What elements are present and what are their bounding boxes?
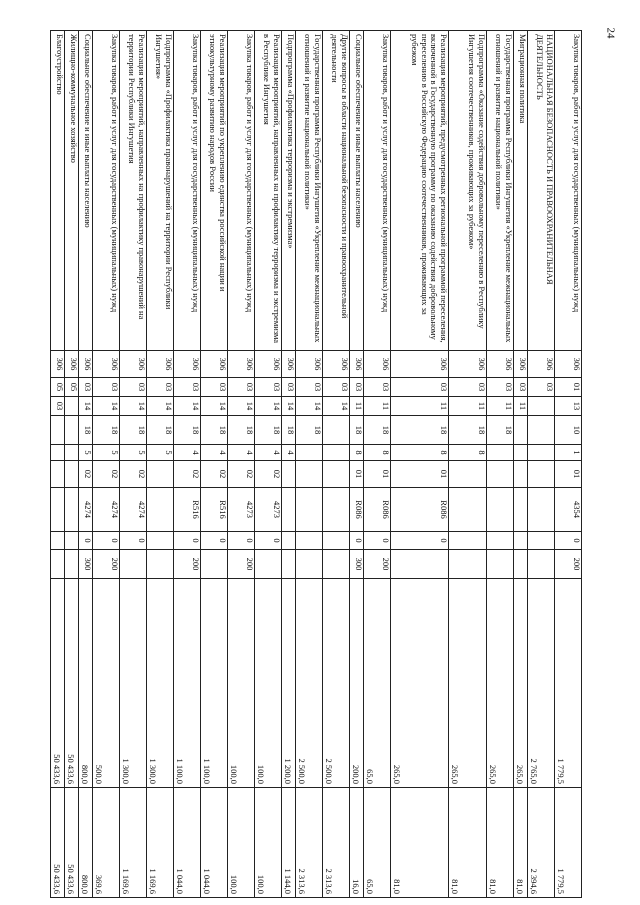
table-row	[350, 31, 364, 898]
section-code: 03	[255, 378, 282, 397]
program-code: 18	[282, 416, 296, 445]
program-code: 18	[350, 416, 364, 445]
subprogram-code: 4	[228, 445, 255, 461]
section-code: 03	[201, 378, 228, 397]
table-row	[147, 31, 174, 898]
row-name: Закупка товаров, работ и услуг для государственных (муниципальных) нужд	[174, 31, 201, 351]
executed-amount: 100,0	[228, 788, 255, 898]
executed-amount: 2 394,6	[528, 788, 555, 898]
subsection-code: 03	[51, 397, 65, 416]
subprogram-code: 4	[282, 445, 296, 461]
admin-code: 306	[93, 351, 120, 378]
executed-amount: 81,0	[514, 788, 528, 898]
activity-code	[65, 461, 79, 488]
direction-code: R086	[350, 488, 364, 532]
planned-amount: 100,0	[228, 579, 255, 788]
page-number: 24	[604, 27, 617, 39]
executed-amount: 2 313,6	[296, 788, 323, 898]
section-code: 03	[449, 378, 487, 397]
activity-code	[147, 461, 174, 488]
activity-code	[487, 461, 514, 488]
row-name: Закупка товаров, работ и услуг для государственных (муниципальных) нужд	[364, 31, 391, 351]
activity-code	[296, 461, 323, 488]
subsection-code: 11	[364, 397, 391, 416]
expense-type-code	[296, 550, 323, 579]
direction-suffix: 0	[555, 532, 582, 550]
section-code: 03	[391, 378, 449, 397]
expense-type-code: 200	[174, 550, 201, 579]
activity-code	[514, 461, 528, 488]
planned-amount: 1 300,0	[120, 579, 147, 788]
table-row	[391, 31, 449, 898]
direction-suffix	[282, 532, 296, 550]
expense-type-code	[51, 550, 65, 579]
activity-code: 01	[350, 461, 364, 488]
planned-amount: 200,0	[350, 579, 364, 788]
section-code: 03	[93, 378, 120, 397]
activity-code	[323, 461, 350, 488]
direction-code	[487, 488, 514, 532]
direction-code	[449, 488, 487, 532]
activity-code	[51, 461, 65, 488]
row-name: Государственная программа Республики Ингушетия «Укрепление межнациональных отношений и развитие национальной политики»	[487, 31, 514, 351]
subprogram-code	[487, 445, 514, 461]
executed-amount: 800,0	[79, 788, 93, 898]
row-name: НАЦИОНАЛЬНАЯ БЕЗОПАСНОСТЬ И ПРАВООХРАНИТЕЛЬНАЯ ДЕЯТЕЛЬНОСТЬ	[528, 31, 555, 351]
admin-code: 306	[514, 351, 528, 378]
subprogram-code	[528, 445, 555, 461]
activity-code: 02	[201, 461, 228, 488]
admin-code: 306	[120, 351, 147, 378]
activity-code	[449, 461, 487, 488]
row-name: Закупка товаров, работ и услуг для государственных (муниципальных) нужд	[555, 31, 582, 351]
table-row	[296, 31, 323, 898]
table-row	[93, 31, 120, 898]
program-code: 10	[555, 416, 582, 445]
admin-code: 306	[350, 351, 364, 378]
subprogram-code: 8	[391, 445, 449, 461]
table-row	[201, 31, 228, 898]
executed-amount: 50 433,6	[65, 788, 79, 898]
expense-type-code: 200	[364, 550, 391, 579]
subsection-code: 11	[514, 397, 528, 416]
activity-code: 02	[255, 461, 282, 488]
subprogram-code: 5	[93, 445, 120, 461]
executed-amount: 1 044,0	[201, 788, 228, 898]
direction-code: 4273	[228, 488, 255, 532]
program-code	[323, 416, 350, 445]
admin-code: 306	[555, 351, 582, 378]
direction-code: 4273	[255, 488, 282, 532]
executed-amount: 65,0	[364, 788, 391, 898]
executed-amount: 100,0	[255, 788, 282, 898]
subprogram-code	[65, 445, 79, 461]
subsection-code: 11	[449, 397, 487, 416]
activity-code: 02	[79, 461, 93, 488]
executed-amount: 81,0	[487, 788, 514, 898]
direction-suffix	[323, 532, 350, 550]
executed-amount: 1 169,6	[120, 788, 147, 898]
admin-code: 306	[147, 351, 174, 378]
expense-type-code	[65, 550, 79, 579]
planned-amount: 2 765,0	[528, 579, 555, 788]
program-code: 18	[364, 416, 391, 445]
row-name: Реализация мероприятий, предусмотренных региональной программой переселения, включенной в Государственную программу по оказанию содействия добровольному переселению в Российскую Федерацию соотечественников, проживающих за рубежом	[391, 31, 449, 351]
program-code	[65, 416, 79, 445]
planned-amount: 50 433,6	[65, 579, 79, 788]
program-code: 18	[79, 416, 93, 445]
admin-code: 306	[228, 351, 255, 378]
expense-type-code	[282, 550, 296, 579]
expense-type-code	[201, 550, 228, 579]
admin-code: 306	[449, 351, 487, 378]
planned-amount: 65,0	[364, 579, 391, 788]
row-name: Закупка товаров, работ и услуг для государственных (муниципальных) нужд	[228, 31, 255, 351]
row-name: Благоустройство	[51, 31, 65, 351]
subprogram-code	[514, 445, 528, 461]
admin-code: 306	[391, 351, 449, 378]
direction-code	[323, 488, 350, 532]
section-code: 03	[323, 378, 350, 397]
subprogram-code: 5	[79, 445, 93, 461]
admin-code: 306	[528, 351, 555, 378]
expense-type-code: 300	[350, 550, 364, 579]
planned-amount: 50 433,6	[51, 579, 65, 788]
planned-amount: 1 200,0	[282, 579, 296, 788]
program-code: 18	[93, 416, 120, 445]
executed-amount: 1 779,5	[555, 788, 582, 898]
expense-type-code: 200	[228, 550, 255, 579]
admin-code: 306	[65, 351, 79, 378]
subprogram-code: 4	[201, 445, 228, 461]
expense-type-code	[449, 550, 487, 579]
row-name: Закупка товаров, работ и услуг для государственных (муниципальных) нужд	[93, 31, 120, 351]
executed-amount: 16,0	[350, 788, 364, 898]
direction-suffix	[449, 532, 487, 550]
expense-type-code	[255, 550, 282, 579]
table-row	[228, 31, 255, 898]
planned-amount: 800,0	[79, 579, 93, 788]
table-row	[528, 31, 555, 898]
admin-code: 306	[79, 351, 93, 378]
activity-code: 02	[93, 461, 120, 488]
planned-amount: 100,0	[255, 579, 282, 788]
subsection-code: 14	[174, 397, 201, 416]
row-name: Реализация мероприятий, направленных на профилактику правонарушений на территории Республики Ингушетия	[120, 31, 147, 351]
section-code: 03	[514, 378, 528, 397]
executed-amount: 1 169,6	[147, 788, 174, 898]
expense-type-code	[391, 550, 449, 579]
program-code: 18	[120, 416, 147, 445]
activity-code: 02	[228, 461, 255, 488]
direction-code	[65, 488, 79, 532]
table-row	[174, 31, 201, 898]
subprogram-code	[323, 445, 350, 461]
table-row	[555, 31, 582, 898]
activity-code: 02	[174, 461, 201, 488]
program-code: 18	[147, 416, 174, 445]
program-code: 18	[255, 416, 282, 445]
table-row	[255, 31, 282, 898]
subsection-code: 14	[79, 397, 93, 416]
program-code	[514, 416, 528, 445]
expense-type-code: 200	[93, 550, 120, 579]
subsection-code	[528, 397, 555, 416]
expense-type-code	[147, 550, 174, 579]
row-name: Государственная программа Республики Ингушетия «Укрепление межнациональных отношений и развитие национальной политики»	[296, 31, 323, 351]
planned-amount: 265,0	[487, 579, 514, 788]
activity-code: 01	[364, 461, 391, 488]
table-row	[323, 31, 350, 898]
program-code	[51, 416, 65, 445]
subsection-code: 13	[555, 397, 582, 416]
section-code: 03	[282, 378, 296, 397]
direction-suffix: 0	[120, 532, 147, 550]
admin-code: 306	[51, 351, 65, 378]
planned-amount: 500,0	[93, 579, 120, 788]
admin-code: 306	[174, 351, 201, 378]
subprogram-code	[51, 445, 65, 461]
direction-suffix	[487, 532, 514, 550]
rotated-page-area	[51, 30, 582, 894]
direction-suffix: 0	[255, 532, 282, 550]
row-name: Подпрограмма «Профилактика терроризма и экстремизма»	[282, 31, 296, 351]
direction-suffix	[147, 532, 174, 550]
row-name: Реализация мероприятий, направленных на профилактику терроризма и экстремизма в Республике Ингушетия	[255, 31, 282, 351]
section-code: 03	[79, 378, 93, 397]
direction-suffix	[514, 532, 528, 550]
subsection-code: 14	[120, 397, 147, 416]
subsection-code: 11	[350, 397, 364, 416]
executed-amount: 50 433,6	[51, 788, 65, 898]
program-code: 18	[201, 416, 228, 445]
section-code: 03	[350, 378, 364, 397]
expense-type-code	[487, 550, 514, 579]
section-code: 03	[228, 378, 255, 397]
direction-code: 4274	[93, 488, 120, 532]
direction-code: R516	[174, 488, 201, 532]
activity-code	[282, 461, 296, 488]
section-code: 05	[65, 378, 79, 397]
direction-code	[51, 488, 65, 532]
admin-code: 306	[296, 351, 323, 378]
admin-code: 306	[364, 351, 391, 378]
direction-suffix: 0	[228, 532, 255, 550]
planned-amount: 265,0	[449, 579, 487, 788]
activity-code	[528, 461, 555, 488]
program-code: 18	[174, 416, 201, 445]
direction-code	[147, 488, 174, 532]
direction-suffix: 0	[391, 532, 449, 550]
table-row	[120, 31, 147, 898]
subsection-code: 14	[201, 397, 228, 416]
subsection-code: 14	[323, 397, 350, 416]
table-row	[51, 31, 65, 898]
executed-amount: 81,0	[391, 788, 449, 898]
direction-code: R516	[201, 488, 228, 532]
executed-amount: 2 313,6	[323, 788, 350, 898]
table-row	[487, 31, 514, 898]
admin-code: 306	[323, 351, 350, 378]
subprogram-code: 4	[174, 445, 201, 461]
subsection-code: 11	[391, 397, 449, 416]
section-code: 05	[51, 378, 65, 397]
admin-code: 306	[487, 351, 514, 378]
subprogram-code: 8	[350, 445, 364, 461]
subprogram-code: 8	[364, 445, 391, 461]
program-code: 18	[487, 416, 514, 445]
direction-code: 4274	[79, 488, 93, 532]
direction-code: R086	[364, 488, 391, 532]
section-code: 03	[296, 378, 323, 397]
table-row	[514, 31, 528, 898]
activity-code: 01	[391, 461, 449, 488]
direction-code	[514, 488, 528, 532]
subsection-code: 14	[93, 397, 120, 416]
subprogram-code: 8	[449, 445, 487, 461]
expense-type-code	[528, 550, 555, 579]
table-row	[65, 31, 79, 898]
row-name: Социальное обеспечение и иные выплаты населению	[350, 31, 364, 351]
subprogram-code	[296, 445, 323, 461]
subsection-code: 14	[255, 397, 282, 416]
expense-type-code	[323, 550, 350, 579]
direction-code	[282, 488, 296, 532]
executed-amount: 1 144,0	[282, 788, 296, 898]
planned-amount: 265,0	[391, 579, 449, 788]
section-code: 03	[174, 378, 201, 397]
subsection-code: 14	[282, 397, 296, 416]
subprogram-code: 5	[120, 445, 147, 461]
section-code: 03	[528, 378, 555, 397]
section-code: 03	[364, 378, 391, 397]
planned-amount: 1 300,0	[147, 579, 174, 788]
row-name: Другие вопросы в области национальной безопасности и правоохранительной деятельности	[323, 31, 350, 351]
executed-amount: 369,6	[93, 788, 120, 898]
direction-suffix: 0	[93, 532, 120, 550]
subprogram-code: 1	[555, 445, 582, 461]
budget-table	[50, 30, 582, 898]
subsection-code: 14	[296, 397, 323, 416]
executed-amount: 81,0	[449, 788, 487, 898]
direction-suffix	[296, 532, 323, 550]
direction-suffix: 0	[201, 532, 228, 550]
program-code: 18	[449, 416, 487, 445]
direction-suffix	[528, 532, 555, 550]
planned-amount: 1 100,0	[201, 579, 228, 788]
subsection-code	[65, 397, 79, 416]
section-code: 03	[487, 378, 514, 397]
planned-amount: 2 500,0	[323, 579, 350, 788]
table-row	[449, 31, 487, 898]
expense-type-code	[514, 550, 528, 579]
admin-code: 306	[201, 351, 228, 378]
expense-type-code: 200	[555, 550, 582, 579]
direction-code	[528, 488, 555, 532]
direction-suffix: 0	[350, 532, 364, 550]
admin-code: 306	[255, 351, 282, 378]
program-code	[528, 416, 555, 445]
row-name: Подпрограмма «Профилактика правонарушений на территории Республики Ингушетия»	[147, 31, 174, 351]
planned-amount: 2 500,0	[296, 579, 323, 788]
executed-amount: 1 044,0	[174, 788, 201, 898]
direction-code: 4274	[120, 488, 147, 532]
direction-suffix	[51, 532, 65, 550]
section-code: 01	[555, 378, 582, 397]
subsection-code: 14	[147, 397, 174, 416]
table-row	[364, 31, 391, 898]
direction-suffix	[65, 532, 79, 550]
planned-amount: 265,0	[514, 579, 528, 788]
admin-code: 306	[282, 351, 296, 378]
table-row	[282, 31, 296, 898]
direction-code	[296, 488, 323, 532]
direction-suffix: 0	[79, 532, 93, 550]
direction-suffix: 0	[364, 532, 391, 550]
program-code: 18	[296, 416, 323, 445]
direction-suffix: 0	[174, 532, 201, 550]
section-code: 03	[120, 378, 147, 397]
direction-code: 4354	[555, 488, 582, 532]
program-code: 18	[391, 416, 449, 445]
planned-amount: 1 100,0	[174, 579, 201, 788]
row-name: Миграционная политика	[514, 31, 528, 351]
section-code: 03	[147, 378, 174, 397]
program-code: 18	[228, 416, 255, 445]
subsection-code: 11	[487, 397, 514, 416]
table-row	[79, 31, 93, 898]
activity-code: 01	[555, 461, 582, 488]
expense-type-code	[120, 550, 147, 579]
subprogram-code: 5	[147, 445, 174, 461]
planned-amount: 1 779,5	[555, 579, 582, 788]
direction-code: R086	[391, 488, 449, 532]
row-name: Социальное обеспечение и иные выплаты населению	[79, 31, 93, 351]
subprogram-code: 4	[255, 445, 282, 461]
row-name: Подпрограмма «Оказание содействия добровольному переселению в Республику Ингушетия соотечественников, проживающих за рубежом»	[449, 31, 487, 351]
subsection-code: 14	[228, 397, 255, 416]
row-name: Реализация мероприятий по укреплению единства российской нации и этнокультурному развитию народов России	[201, 31, 228, 351]
row-name: Жилищно-коммунальное хозяйство	[65, 31, 79, 351]
expense-type-code: 300	[79, 550, 93, 579]
activity-code: 02	[120, 461, 147, 488]
